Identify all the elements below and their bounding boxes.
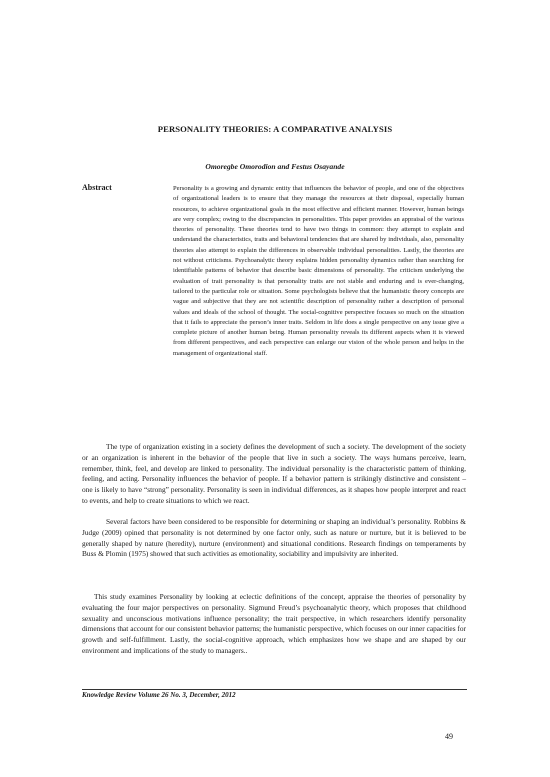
paper-authors: Omoregbe Omorodion and Festus Osayande — [205, 162, 345, 171]
body-paragraph-1: The type of organization existing in a society defines the development of such a society. The development of the society or an organization is inherent in the behavior of the people that live in such a society. The ways humans perceive, learn, remember, think, feel, and develop are linked to personality. The individual personality is the characteristic pattern of thinking, feeling, and acting. Personality influences the behavior of people. If a behavior pattern is strikingly distinctive and consistent – one is likely to have “strong” personality. Personality is seen in individual differences, as it shapes how people interpret and react to events, and help to create situations to which we react. — [82, 442, 466, 505]
abstract-text: Personality is a growing and dynamic entity that influences the behavior of people, and one of the objectives of organizational leaders is to ensure that they manage the resources at their disposal, especially human resources, to achieve organizational goals in the most effective and efficient manner. However, human beings are very complex; owing to the discrepancies in personalities. This paper provides an appraisal of the various theories of personality. These theories tend to have two things in common: they attempt to explain and understand the characteristics, traits and behavioral tendencies that are shared by individuals, also, personality theories also attempt to explain the differences in observable individual personalities. Lastly, the theories are not without criticisms. Psychoanalytic theory explains hidden personality dynamics rather than searching for identifiable patterns of behavior that describe basic dimensions of personality. The criticism underlying the evaluation of trait personality is that personality traits are not stable and enduring and is ever-changing, tailored to the particular role or situation. Some psychologists believe that the humanistic theory concepts are vague and subjective that they are not scientific description of personality rather a description of personal values and ideals of the school of thought. The social-cognitive perspective focuses so much on the situation that it fails to appreciate the person’s inner traits. Seldom in life does a single perspective on any issue give a complete picture of another human being. Human personality reveals its different aspects when it is viewed from different perspectives, and each perspective can enlarge our vision of the whole person and helps in the management of organizational staff. — [173, 185, 464, 357]
abstract-heading: Abstract — [82, 183, 112, 192]
body-paragraph-3: This study examines Personality by looking at eclectic definitions of the concept, appraise the theories of personality by evaluating the four major perspectives on personality. Sigmund Freud’s psychoanalytic theory, which proposes that childhood sexuality and unconscious motivations influence personality; the trait perspective, in which researchers identify personality dimensions that account for our consistent behavior patterns; the humanistic perspective, which focuses on our inner capacities for growth and self-fulfillment. Lastly, the social-cognitive approach, which emphasizes how we shape and are shaped by our environment and implications of the study to managers.. — [82, 592, 466, 655]
paper-title: PERSONALITY THEORIES: A COMPARATIVE ANALYSIS — [157, 124, 393, 134]
journal-footer: Knowledge Review Volume 26 No. 3, December, 2012 — [82, 689, 467, 699]
page-number: 49 — [445, 732, 453, 741]
body-paragraph-2: Several factors have been considered to be responsible for determining or shaping an individual’s personality. Robbins & Judge (2009) opined that personality is not determined by one factor only, such as nature or nurture, but it is believed to be generally shaped by nature (heredity), nurture (environment) and situational conditions. Research findings on temperaments by Buss & Plomin (1975) showed that such activities as emotionality, sociability and impulsivity are inherited. — [82, 517, 466, 559]
